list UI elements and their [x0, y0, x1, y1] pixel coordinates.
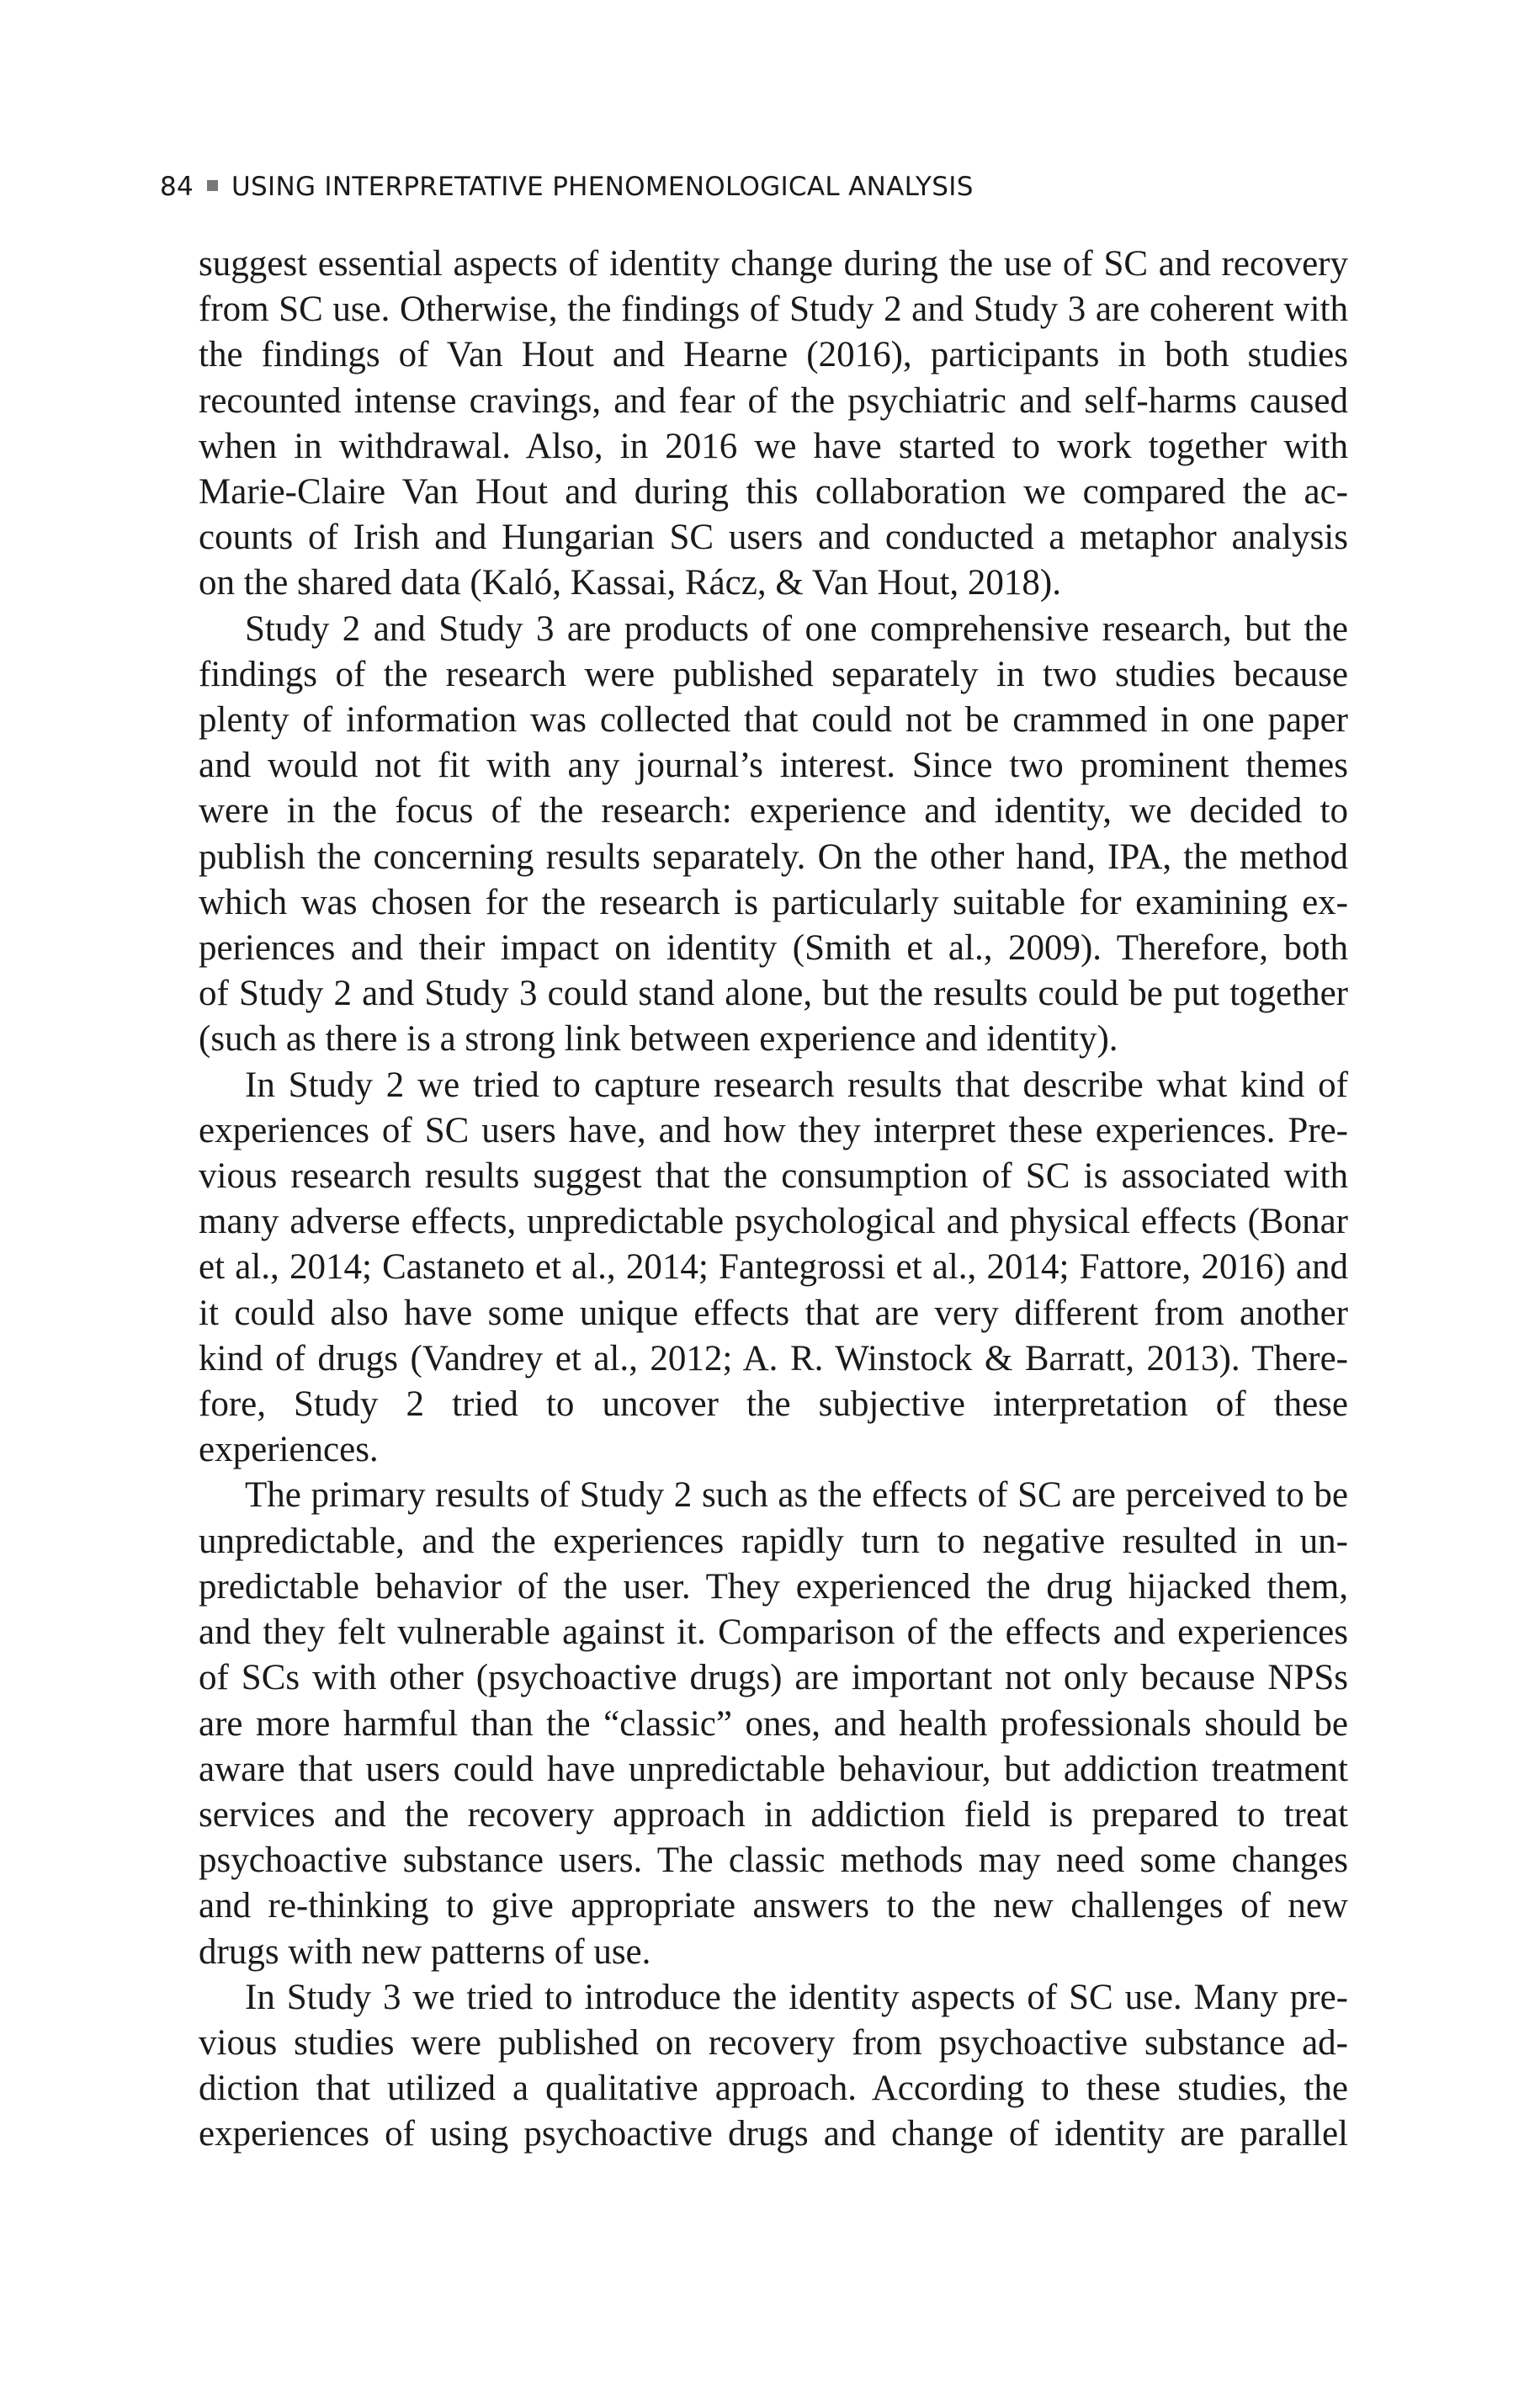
text-line: (such as there is a strong link between experience and identity).: [199, 1019, 1118, 1060]
text-line: when in withdrawal. Also, in 2016 we have started to work together with: [199, 426, 1348, 466]
text-line: services and the recovery approach in addiction field is prepared to treat: [199, 1794, 1348, 1835]
text-line: were in the focus of the research: experience and identity, we decided to: [199, 791, 1348, 831]
square-bullet-icon: [207, 180, 218, 191]
text-line: Marie-Claire Van Hout and during this collaboration we compared the ac-: [199, 472, 1348, 513]
text-line: fore, Study 2 tried to uncover the subjective interpretation of these: [199, 1384, 1348, 1425]
paragraph: [199, 607, 1348, 1063]
text-line: unpredictable, and the experiences rapidly turn to negative resulted in un-: [199, 1521, 1348, 1561]
text-line: et al., 2014; Castaneto et al., 2014; Fantegrossi et al., 2014; Fattore, 2016) and: [199, 1247, 1348, 1288]
text-line: which was chosen for the research is particularly suitable for examining ex-: [199, 882, 1348, 922]
text-line: it could also have some unique effects that are very different from another: [199, 1293, 1348, 1333]
text-line: In Study 2 we tried to capture research results that describe what kind of: [245, 1065, 1348, 1105]
text-line: experiences.: [199, 1430, 379, 1470]
text-line: predictable behavior of the user. They experienced the drug hijacked them,: [199, 1566, 1348, 1607]
text-line: from SC use. Otherwise, the findings of Study 2 and Study 3 are coherent with: [199, 289, 1348, 330]
text-line: aware that users could have unpredictable behaviour, but addiction treatment: [199, 1749, 1348, 1789]
text-line: the findings of Van Hout and Hearne (2016), participants in both studies: [199, 335, 1348, 375]
text-line: recounted intense cravings, and fear of the psychiatric and self-harms caused: [199, 380, 1348, 421]
paragraph: [199, 1473, 1348, 1974]
paragraph: [199, 1975, 1348, 2158]
text-line: experiences of using psychoactive drugs and change of identity are parallel: [199, 2114, 1348, 2154]
text-line: psychoactive substance users. The classic methods may need some changes: [199, 1841, 1348, 1881]
page-number: 84: [160, 172, 194, 202]
text-line: kind of drugs (Vandrey et al., 2012; A. R. Winstock & Barratt, 2013). There-: [199, 1338, 1348, 1378]
text-line: and they felt vulnerable against it. Comparison of the effects and experiences: [199, 1612, 1348, 1653]
running-header: [160, 172, 974, 202]
text-line: diction that utilized a qualitative approach. According to these studies, the: [199, 2069, 1348, 2109]
text-line: plenty of information was collected that could not be crammed in one paper: [199, 700, 1348, 741]
paragraph: [199, 1063, 1348, 1474]
text-line: vious studies were published on recovery from psychoactive substance ad-: [199, 2022, 1348, 2063]
text-line: are more harmful than the “classic” ones, and health professionals should be: [199, 1703, 1348, 1744]
text-line: suggest essential aspects of identity change during the use of SC and recovery: [199, 244, 1348, 284]
paragraph: [199, 242, 1348, 607]
text-line: and re-thinking to give appropriate answers to the new challenges of new: [199, 1886, 1348, 1926]
text-line: The primary results of Study 2 such as the effects of SC are perceived to be: [245, 1475, 1348, 1516]
text-line: of SCs with other (psychoactive drugs) are important not only because NPSs: [199, 1658, 1348, 1698]
text-line: and would not fit with any journal’s interest. Since two prominent themes: [199, 746, 1348, 786]
text-line: many adverse effects, unpredictable psychological and physical effects (Bonar: [199, 1202, 1348, 1242]
text-line: experiences of SC users have, and how they interpret these experiences. Pre-: [199, 1110, 1348, 1150]
text-line: on the shared data (Kaló, Kassai, Rácz, & Van Hout, 2018).: [199, 563, 1061, 603]
text-line: of Study 2 and Study 3 could stand alone, but the results could be put together: [199, 974, 1348, 1014]
text-line: counts of Irish and Hungarian SC users and conducted a metaphor analysis: [199, 518, 1348, 558]
running-title: USING INTERPRETATIVE PHENOMENOLOGICAL ANALYSIS: [231, 172, 974, 202]
body-text: [199, 242, 1348, 2158]
text-line: Study 2 and Study 3 are products of one comprehensive research, but the: [245, 608, 1348, 649]
text-line: In Study 3 we tried to introduce the identity aspects of SC use. Many pre-: [245, 1977, 1348, 2017]
text-line: periences and their impact on identity (Smith et al., 2009). Therefore, both: [199, 928, 1348, 969]
text-line: drugs with new patterns of use.: [199, 1931, 651, 1972]
text-line: publish the concerning results separately. On the other hand, IPA, the method: [199, 837, 1348, 877]
text-line: vious research results suggest that the consumption of SC is associated with: [199, 1156, 1348, 1197]
text-line: findings of the research were published separately in two studies because: [199, 654, 1348, 694]
